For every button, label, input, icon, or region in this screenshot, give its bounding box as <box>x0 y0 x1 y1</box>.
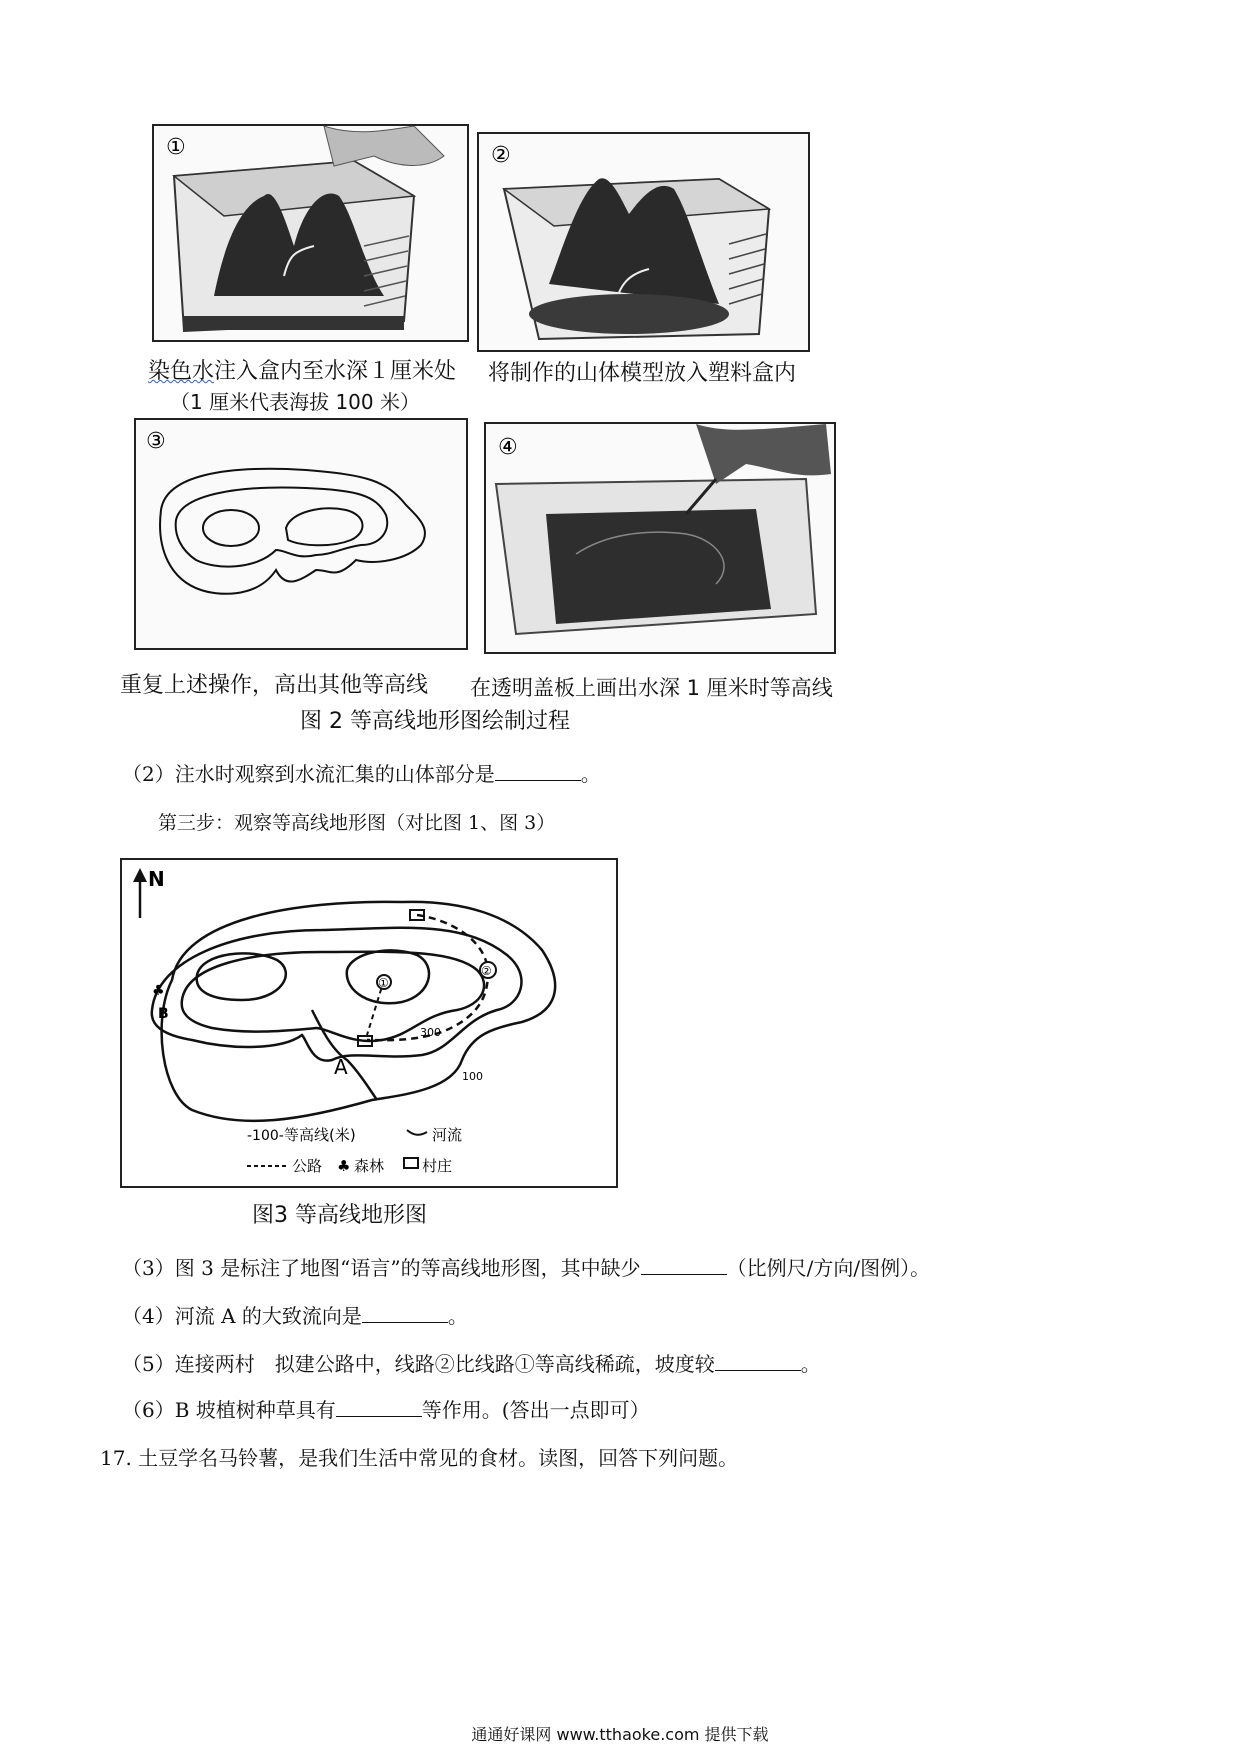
legend-contour-sample: -100- <box>247 1128 284 1144</box>
figure2-caption-2: 将制作的山体模型放入塑料盒内 <box>488 361 797 386</box>
photo-drawing-on-lid <box>486 424 834 652</box>
question-5-text: （5）连接两村 拟建公路中，线路②比线路①等高线稀疏，坡度较 <box>122 1352 715 1376</box>
legend-village: 村庄 <box>422 1157 453 1175</box>
question-5 <box>122 1348 821 1377</box>
figure2-caption-1 <box>148 354 456 385</box>
figure3-map <box>120 858 618 1188</box>
question-4-text: （4）河流 A 的大致流向是 <box>122 1304 362 1328</box>
step3-heading: 第三步：观察等高线地形图（对比图 1、图 3） <box>158 812 556 834</box>
caption-1-rest: 注入盒内至水深１厘米处 <box>214 359 457 384</box>
question-17: 17. 土豆学名马铃薯，是我们生活中常见的食材。读图，回答下列问题。 <box>100 1446 739 1470</box>
panel-number-2: ② <box>491 143 511 168</box>
contour-sketch <box>136 420 466 648</box>
question-2 <box>122 758 601 787</box>
village-legend-icon <box>404 1158 418 1168</box>
figure2-caption-4: 在透明盖板上画出水深 1 厘米时等高线 <box>470 676 833 700</box>
panel-number-3: ③ <box>146 429 166 454</box>
page-footer: 通通好课网 www.tthaoke.com 提供下载 <box>471 1725 769 1744</box>
figure2-caption-1-line2: （1 厘米代表海拔 100 米） <box>170 390 420 414</box>
forest-legend-icon: ♣ <box>337 1157 351 1175</box>
figure3-title: 图3 等高线地形图 <box>252 1203 427 1228</box>
question-6-end: 等作用。(答出一点即可） <box>421 1398 650 1422</box>
photo-water-pouring <box>154 126 467 340</box>
contour-map <box>122 860 616 1186</box>
figure2-panel-3 <box>134 418 468 650</box>
answer-blank-2[interactable] <box>495 762 581 781</box>
panel-number-4: ④ <box>498 435 518 460</box>
contour-label-100: 100 <box>462 1070 483 1083</box>
panel-number-1: ① <box>166 135 186 160</box>
question-3-text: （3）图 3 是标注了地图“语言”的等高线地形图，其中缺少 <box>122 1256 641 1280</box>
slope-label-b: B <box>158 1006 169 1022</box>
question-6 <box>122 1394 650 1423</box>
answer-blank-4[interactable] <box>362 1304 448 1323</box>
question-3-end: （比例尺/方向/图例）。 <box>726 1256 931 1280</box>
answer-blank-5[interactable] <box>715 1352 801 1371</box>
question-4-end: 。 <box>447 1304 468 1328</box>
river-label-a: A <box>334 1055 348 1079</box>
route-1-label: ① <box>378 976 389 990</box>
river-legend-icon <box>407 1130 427 1135</box>
figure2-panel-4 <box>484 422 836 654</box>
figure2-panel-1 <box>152 124 469 342</box>
north-arrow-icon <box>133 868 147 882</box>
legend-contour: 等高线(米) <box>284 1126 356 1144</box>
answer-blank-3[interactable] <box>641 1256 727 1275</box>
question-3 <box>122 1252 930 1281</box>
question-2-text: （2）注水时观察到水流汇集的山体部分是 <box>122 762 495 786</box>
caption-1-underlined: 染色水 <box>148 359 215 384</box>
question-2-end: 。 <box>580 762 601 786</box>
question-6-text: （6）B 坡植树种草具有 <box>122 1398 336 1422</box>
contour-label-300: 300 <box>420 1026 441 1039</box>
forest-icon: ♣ <box>152 983 165 999</box>
figure2-panel-2 <box>477 132 810 352</box>
legend-road: 公路 <box>292 1157 323 1175</box>
figure2-title: 图 2 等高线地形图绘制过程 <box>300 709 570 734</box>
question-4 <box>122 1300 468 1329</box>
route-2-label: ② <box>481 964 492 978</box>
north-label: N <box>148 867 165 891</box>
question-5-end: 。 <box>800 1352 821 1376</box>
figure2-caption-3: 重复上述操作，高出其他等高线 <box>120 673 429 698</box>
answer-blank-6[interactable] <box>336 1398 422 1417</box>
legend-forest: 森林 <box>354 1157 385 1175</box>
photo-model-in-box <box>479 134 808 350</box>
legend-river: 河流 <box>432 1126 463 1144</box>
